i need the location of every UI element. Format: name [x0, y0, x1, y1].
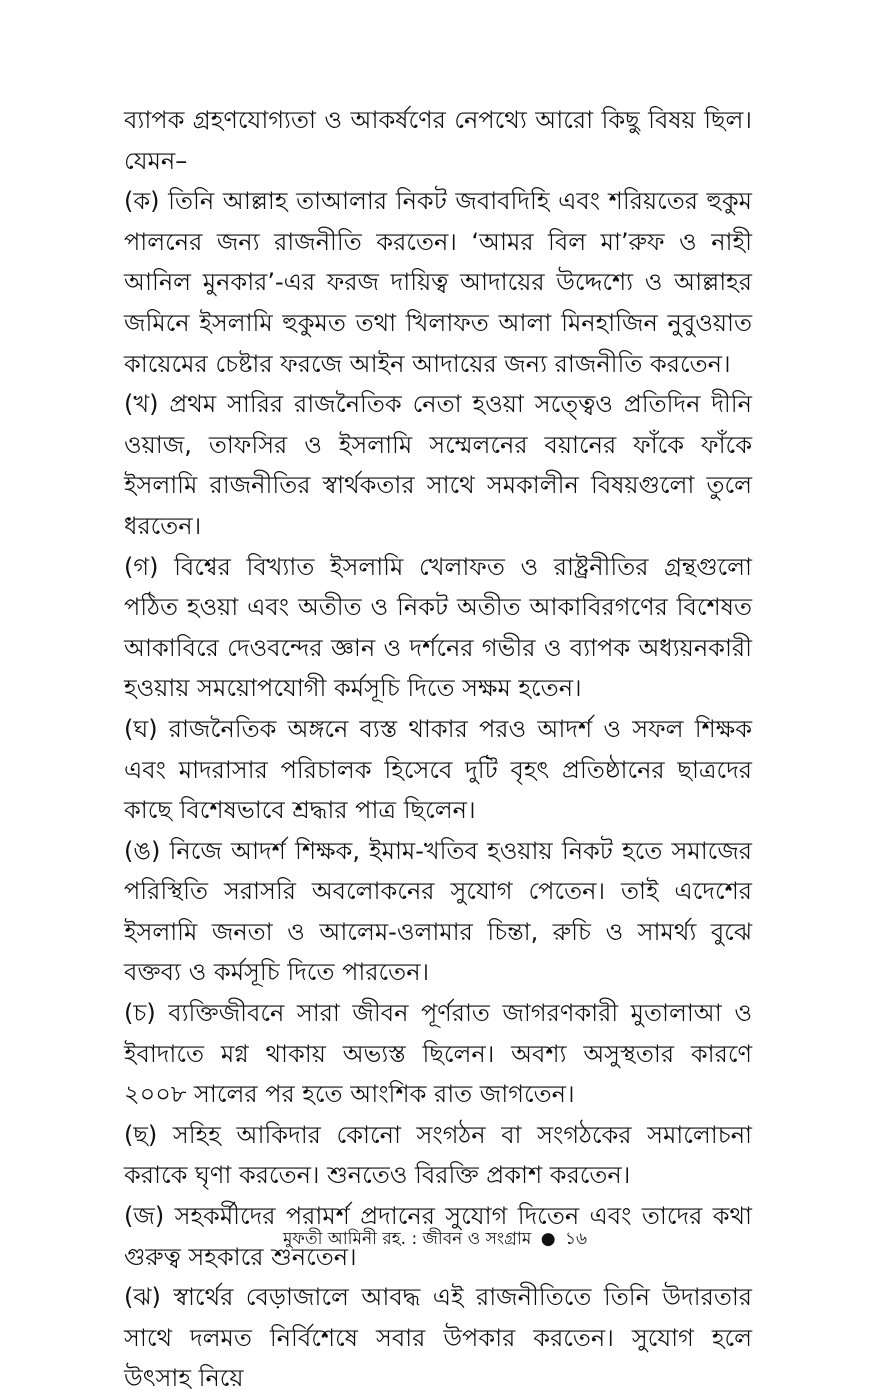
point-jha-paragraph: (ঝ) স্বার্থের বেড়াজালে আবদ্ধ এই রাজনীতিতে তিনি উদারতার সাথে দলমত নির্বিশেষে সবার উপকার করতেন। সুযোগ হলে উৎসাহ নিয়ে [124, 1283, 752, 1393]
point-ga-paragraph: (গ) বিশ্বের বিখ্যাত ইসলামি খেলাফত ও রাষ্ট্রনীতির গ্রন্থগুলো পঠিত হওয়া এবং অতীত ও নিকট অতীত আকাবিরগণের বিশেষত আকাবিরে দেওবন্দের জ্ঞান ও দর্শনের গভীর ও ব্যাপক অধ্যয়নকারী হওয়ায় সময়োপযোগী কর্মসূচি দিতে সক্ষম হতেন। [124, 552, 752, 703]
point-kha-paragraph: (খ) প্রথম সারির রাজনৈতিক নেতা হওয়া সত্ত্বেও প্রতিদিন দীনি ওয়াজ, তাফসির ও ইসলামি সম্মেলনের বয়ানের ফাঁকে ফাঁকে ইসলামি রাজনীতির স্বার্থকতার সাথে সমকালীন বিষয়গুলো তুলে ধরতেন। [124, 390, 752, 540]
intro-paragraph: ব্যাপক গ্রহণযোগ্যতা ও আকর্ষণের নেপথ্যে আরো কিছু বিষয় ছিল। যেমন– [124, 106, 752, 175]
point-gha-paragraph: (ঘ) রাজনৈতিক অঙ্গনে ব্যস্ত থাকার পরও আদর্শ ও সফল শিক্ষক এবং মাদরাসার পরিচালক হিসেবে দুটি বৃহৎ প্রতিষ্ঠানের ছাত্রদের কাছে বিশেষভাবে শ্রদ্ধার পাত্র ছিলেন। [124, 714, 753, 825]
point-chha-paragraph: (ছ) সহিহ আকিদার কোনো সংগঠন বা সংগঠকের সমালোচনা করাকে ঘৃণা করতেন। শুনতেও বিরক্তি প্রকাশ করতেন। [124, 1120, 752, 1190]
point-ja-paragraph: (জ) সহকর্মীদের পরামর্শ প্রদানের সুযোগ দিতেন এবং তাদের কথা গুরুত্ব সহকারে শুনতেন। [124, 1202, 752, 1271]
footer-bullet-icon: ● [540, 1229, 556, 1249]
point-cha-paragraph: (চ) ব্যক্তিজীবনে সারা জীবন পূর্ণরাত জাগরণকারী মুতালাআ ও ইবাদাতে মগ্ন থাকায় অভ্যস্ত ছিলেন। অবশ্য অসুস্থতার কারণে ২০০৮ সালের পর হতে আংশিক রাত জাগতেন। [124, 999, 752, 1109]
point-ka-paragraph: (ক) তিনি আল্লাহ তাআলার নিকট জবাবদিহি এবং শরিয়তের হুকুম পালনের জন্য রাজনীতি করতেন। ‘আমর বিল মা’রুফ ও নাহী আনিল মুনকার’-এর ফরজ দায়িত্ব আদায়ের উদ্দেশ্যে ও আল্লাহর জমিনে ইসলামি হুকুমত তথা খিলাফত আলা মিনহাজিন নুবুওয়াত কায়েমের চেষ্টার ফরজে আইন আদায়ের জন্য রাজনীতি করতেন। [124, 187, 752, 378]
footer-book-title: মুফতী আমিনী রহ. : জীবন ও সংগ্রাম [282, 1229, 532, 1249]
document-body [124, 100, 752, 1399]
page-footer [0, 1226, 870, 1254]
footer-page-number: ১৬ [564, 1229, 588, 1249]
point-umo-paragraph: (ঙ) নিজে আদর্শ শিক্ষক, ইমাম-খতিব হওয়ায় নিকট হতে সমাজের পরিস্থিতি সরাসরি অবলোকনের সুযোগ পেতেন। তাই এদেশের ইসলামি জনতা ও আলেম-ওলামার চিন্তা, রুচি ও সামর্থ্য বুঝে বক্তব্য ও কর্মসূচি দিতে পারতেন। [124, 836, 752, 987]
